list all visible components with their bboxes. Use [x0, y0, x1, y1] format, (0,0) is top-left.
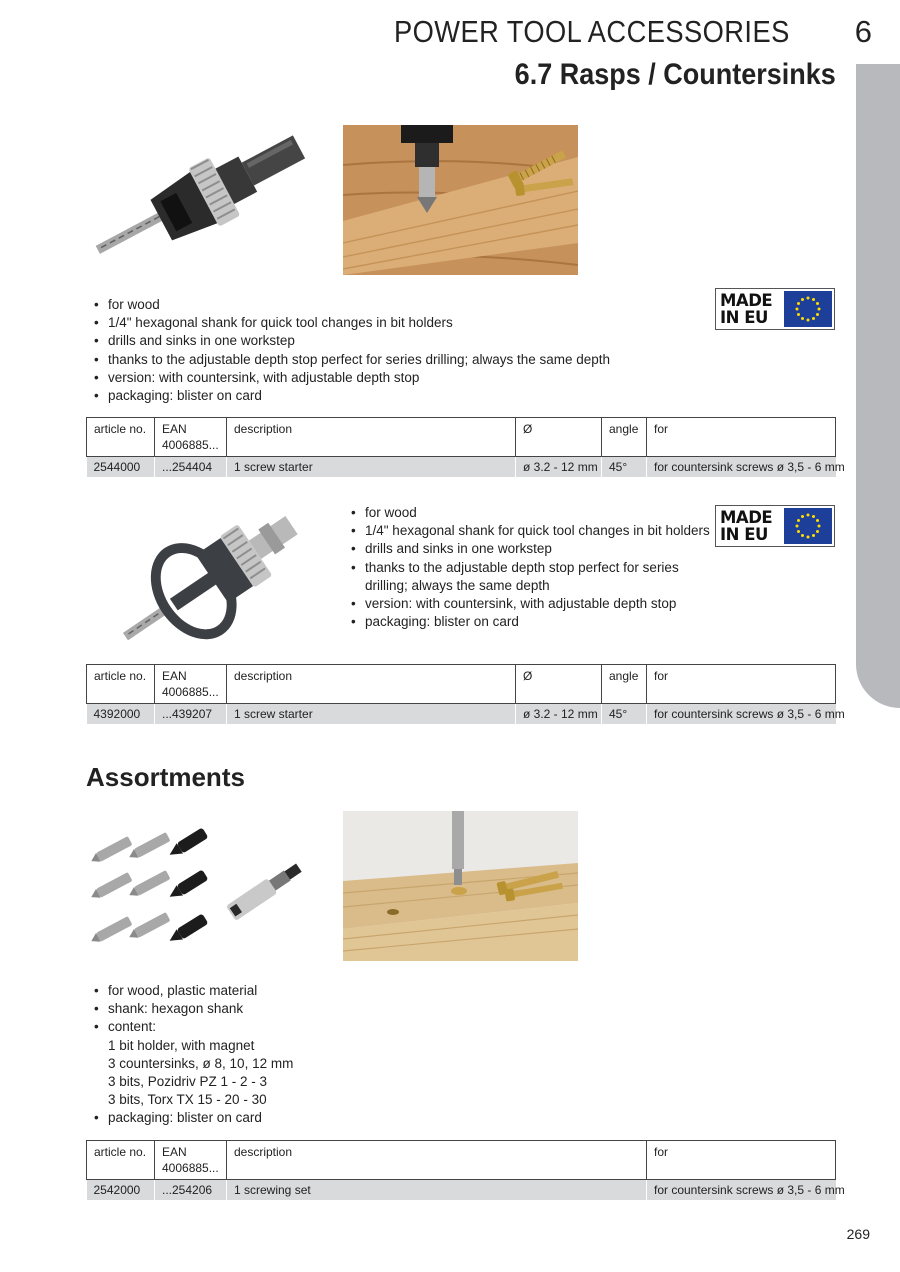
col-angle: angle	[602, 418, 647, 457]
col-description: description	[227, 665, 516, 704]
cell-description: 1 screw starter	[227, 457, 516, 478]
feature-item: • drills and sinks in one workstep	[351, 540, 710, 558]
cell-for: for countersink screws ø 3,5 - 6 mm	[647, 704, 836, 725]
feature-item: • 1/4" hexagonal shank for quick tool changes in bit holders	[94, 314, 610, 332]
assortments-features	[94, 982, 293, 1128]
countersink-product-image	[86, 124, 316, 274]
col-ean: EAN 4006885...	[155, 418, 227, 457]
made-in-eu-badge	[715, 288, 835, 330]
cell-article: 2542000	[87, 1180, 155, 1201]
col-article: article no.	[87, 418, 155, 457]
col-ean: EAN 4006885...	[155, 665, 227, 704]
screwing-set-in-use-image	[343, 811, 578, 961]
col-for: for	[647, 665, 836, 704]
table-row	[87, 704, 836, 725]
feature-item: • content:	[94, 1018, 293, 1036]
cell-article: 2544000	[87, 457, 155, 478]
assortments-heading: Assortments	[86, 762, 245, 792]
cell-diameter: ø 3.2 - 12 mm	[516, 704, 602, 725]
assortments-spec-table	[86, 1140, 845, 1200]
feature-item: • packaging: blister on card	[94, 387, 610, 405]
product2-features	[351, 504, 710, 631]
countersink-cage-product-image	[108, 500, 323, 655]
cell-description: 1 screwing set	[227, 1180, 647, 1201]
col-for: for	[647, 418, 836, 457]
cell-for: for countersink screws ø 3,5 - 6 mm	[647, 457, 836, 478]
feature-item-continued: drilling; always the same depth	[365, 577, 550, 593]
badge-line-1: MADE	[720, 508, 773, 527]
cell-for: for countersink screws ø 3,5 - 6 mm	[647, 1180, 836, 1201]
badge-line-2: IN EU	[720, 525, 768, 544]
badge-line-1: MADE	[720, 291, 773, 310]
feature-item: • packaging: blister on card	[351, 613, 710, 631]
table-header-row	[87, 1141, 836, 1180]
eu-flag-icon	[784, 291, 832, 327]
eu-flag-icon	[784, 508, 832, 544]
feature-item: • shank: hexagon shank	[94, 1000, 293, 1018]
table-row	[87, 457, 836, 478]
section-heading: POWER TOOL ACCESSORIES	[394, 14, 790, 49]
col-description: description	[227, 1141, 647, 1180]
col-ean: EAN 4006885...	[155, 1141, 227, 1180]
product2-spec-table	[86, 664, 845, 724]
content-item: 1 bit holder, with magnet	[108, 1037, 255, 1053]
cell-ean: ...254404	[155, 457, 227, 478]
countersink-in-use-image	[343, 125, 578, 275]
content-item: 3 countersinks, ø 8, 10, 12 mm	[108, 1055, 294, 1071]
feature-item: • version: with countersink, with adjustable depth stop	[351, 595, 710, 613]
table-row	[87, 1180, 836, 1201]
chapter-side-tab	[856, 64, 900, 708]
feature-item: • drills and sinks in one workstep	[94, 332, 610, 350]
page-number: 269	[846, 1226, 870, 1242]
page-title: 6.7 Rasps / Countersinks	[514, 58, 836, 91]
feature-item: • thanks to the adjustable depth stop perfect for series	[351, 559, 710, 577]
cell-diameter: ø 3.2 - 12 mm	[516, 457, 602, 478]
content-item: 3 bits, Torx TX 15 - 20 - 30	[108, 1092, 267, 1108]
feature-item: • thanks to the adjustable depth stop perfect for series drilling; always the same depth	[94, 351, 610, 369]
table-header-row	[87, 418, 836, 457]
badge-line-2: IN EU	[720, 308, 768, 327]
cell-description: 1 screw starter	[227, 704, 516, 725]
cell-article: 4392000	[87, 704, 155, 725]
product1-features	[94, 296, 610, 405]
feature-item: • for wood, plastic material	[94, 982, 293, 1000]
cell-angle: 45°	[602, 704, 647, 725]
feature-item: • version: with countersink, with adjustable depth stop	[94, 369, 610, 387]
feature-item: • 1/4" hexagonal shank for quick tool changes in bit holders	[351, 522, 710, 540]
col-diameter: Ø	[516, 665, 602, 704]
cell-angle: 45°	[602, 457, 647, 478]
screwing-set-product-image	[86, 812, 311, 962]
feature-item: • for wood	[94, 296, 610, 314]
col-for: for	[647, 1141, 836, 1180]
cell-ean: ...254206	[155, 1180, 227, 1201]
col-article: article no.	[87, 665, 155, 704]
col-description: description	[227, 418, 516, 457]
feature-item: • packaging: blister on card	[94, 1109, 293, 1127]
content-item: 3 bits, Pozidriv PZ 1 - 2 - 3	[108, 1074, 268, 1090]
col-diameter: Ø	[516, 418, 602, 457]
feature-item: • for wood	[351, 504, 710, 522]
cell-ean: ...439207	[155, 704, 227, 725]
col-article: article no.	[87, 1141, 155, 1180]
made-in-eu-badge	[715, 505, 835, 547]
table-header-row	[87, 665, 836, 704]
col-angle: angle	[602, 665, 647, 704]
product1-spec-table	[86, 417, 845, 477]
chapter-number: 6	[854, 14, 872, 49]
